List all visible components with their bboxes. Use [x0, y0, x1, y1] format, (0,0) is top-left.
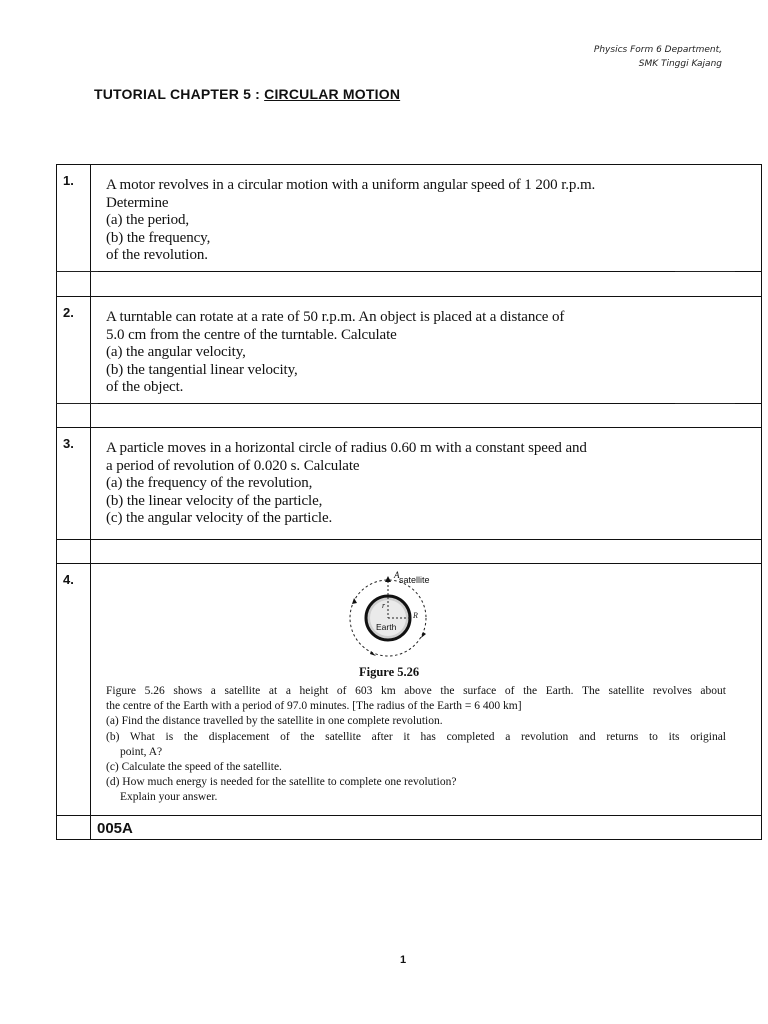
big-r-label: R — [413, 611, 418, 620]
question-3-number: 3. — [63, 436, 74, 451]
page-number: 1 — [400, 954, 407, 966]
question-4-part-d-cont: Explain your answer. — [120, 791, 218, 804]
orbit-arrow — [421, 632, 426, 638]
question-3-line: (b) the linear velocity of the particle, — [106, 492, 323, 509]
table-row-divider — [56, 539, 762, 540]
table-row-divider — [56, 427, 762, 428]
question-1-line: (a) the period, — [106, 212, 190, 228]
table-row-divider — [56, 296, 762, 297]
question-4-part-c: (c) Calculate the speed of the satellite. — [106, 761, 282, 774]
question-4-intro-line: the centre of the Earth with a period of 97.0 minutes. [The radius of the Earth = 6 400 km] — [106, 700, 522, 713]
question-2-number: 2. — [63, 305, 74, 320]
orbit-arrow — [352, 598, 357, 604]
r-label: r — [382, 601, 386, 610]
title-prefix: TUTORIAL CHAPTER 5 : — [94, 86, 265, 102]
point-a-label: A — [394, 570, 400, 580]
earth-label: Earth — [376, 622, 397, 632]
figure-caption: Figure 5.26 — [359, 665, 420, 679]
table-row-divider — [56, 271, 762, 272]
satellite-label: satellite — [399, 575, 430, 585]
question-1-line: of the revolution. — [106, 247, 208, 263]
title-topic: CIRCULAR MOTION — [264, 86, 401, 102]
answer-line — [56, 271, 98, 272]
question-2-line: A turntable can rotate at a rate of 50 r.p.m. An object is placed at a distance of — [106, 309, 565, 325]
answer-line — [675, 271, 735, 272]
question-4-part-b-cont: point, A? — [120, 745, 163, 758]
question-4-intro-line: Figure 5.26 shows a satellite at a height of 603 km above the surface of the Earth. The satellite revolves about — [106, 685, 726, 697]
question-3-line: (c) the angular velocity of the particle. — [106, 510, 333, 526]
question-2-line: 5.0 cm from the centre of the turntable. Calculate — [106, 326, 397, 343]
page-title — [94, 86, 400, 102]
table-row-divider — [56, 815, 762, 816]
question-4-part-a: (a) Find the distance travelled by the satellite in one complete revolution. — [106, 715, 443, 728]
question-1-number: 1. — [63, 173, 74, 188]
table-row-divider — [56, 403, 762, 404]
question-3-text — [106, 440, 587, 528]
question-2-text — [106, 309, 564, 397]
satellite-orbit-diagram — [330, 568, 460, 662]
department-line-1: Physics Form 6 Department, — [593, 45, 722, 55]
question-4-part-b: (b) What is the displacement of the satellite after it has completed a revolution and returns to its original — [106, 730, 726, 743]
footer-code: 005A — [97, 820, 133, 837]
question-2-line: (b) the tangential linear velocity, — [106, 361, 298, 378]
question-4-part-d: (d) How much energy is needed for the satellite to complete one revolution? — [106, 776, 457, 789]
department-header — [594, 43, 722, 71]
question-2-line: of the object. — [106, 379, 184, 395]
question-1-line: Determine — [106, 194, 169, 211]
orbit-arrow — [370, 651, 376, 656]
question-1-text — [106, 177, 595, 265]
table-row-divider — [56, 563, 762, 564]
question-3-line: (a) the frequency of the revolution, — [106, 475, 313, 491]
answer-line — [56, 403, 98, 404]
question-3-line: A particle moves in a horizontal circle of radius 0.60 m with a constant speed and — [106, 440, 587, 456]
question-4-number: 4. — [63, 572, 74, 587]
question-2-line: (a) the angular velocity, — [106, 344, 246, 360]
question-1-line: (b) the frequency, — [106, 229, 211, 246]
satellite-marker — [385, 576, 391, 582]
department-line-2: SMK Tinggi Kajang — [638, 59, 722, 69]
table-column-divider — [90, 164, 91, 840]
answer-line — [675, 403, 735, 404]
question-4-text — [106, 684, 726, 806]
question-3-line: a period of revolution of 0.020 s. Calculate — [106, 457, 360, 474]
question-1-line: A motor revolves in a circular motion with a uniform angular speed of 1 200 r.p.m. — [106, 177, 596, 193]
